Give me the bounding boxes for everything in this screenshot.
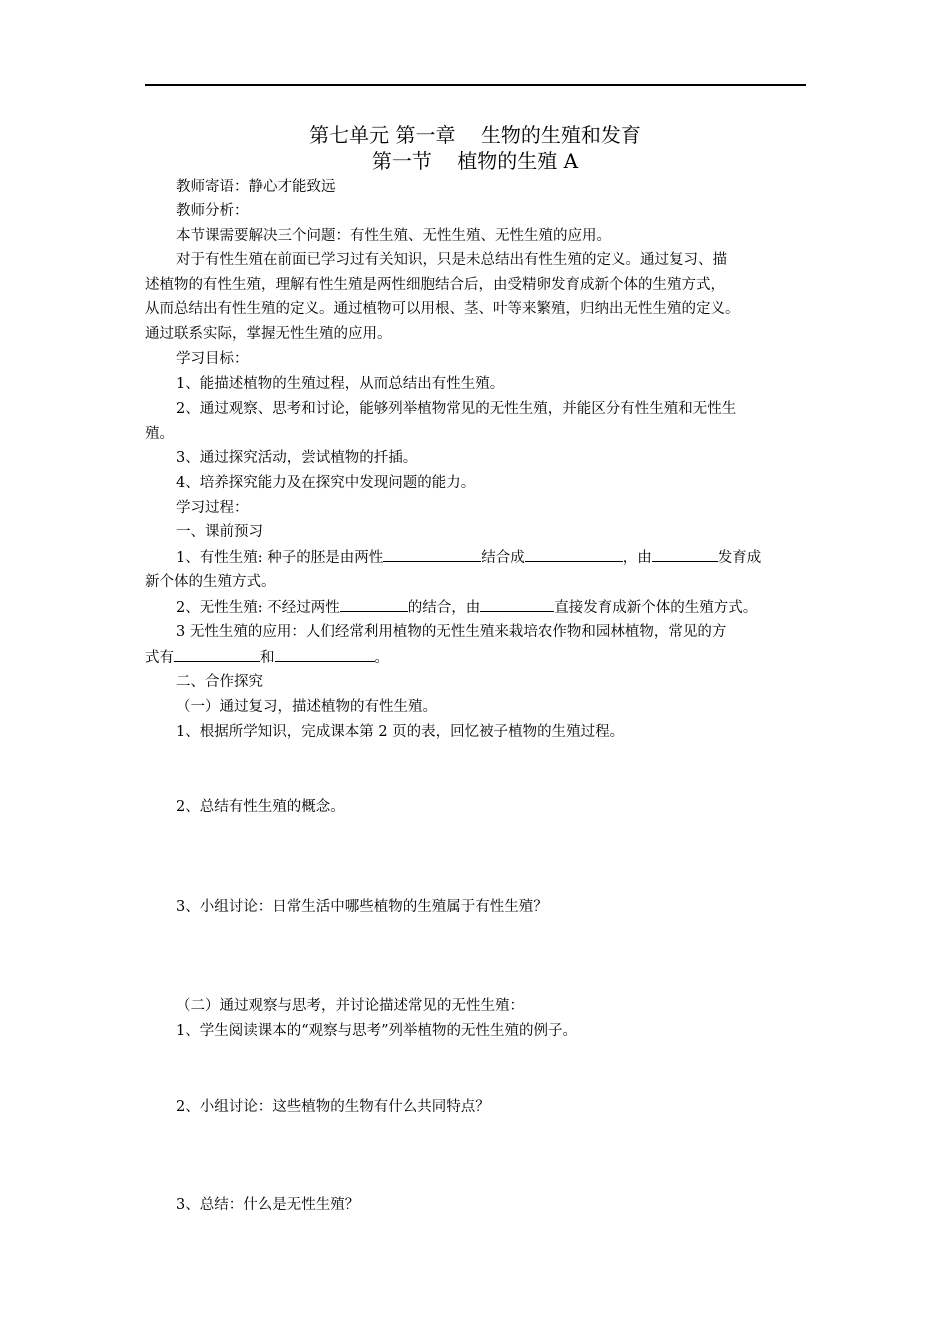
- fill-blank[interactable]: [340, 596, 408, 612]
- part2-question: 2、小组讨论：这些植物的生物有什么共同特点？: [176, 1099, 490, 1115]
- part2-heading: （二）通过观察与思考，并讨论描述常见的无性生殖：: [176, 998, 524, 1014]
- preview-item-1: 1、有性生殖: 种子的胚是由两性 结合成 ，由 发育成: [176, 546, 761, 569]
- goals-heading: 学习目标：: [176, 351, 249, 367]
- preview-item-3-continued: 式有 和 。: [145, 646, 389, 669]
- section-title: 第一节 植物的生殖 A: [371, 149, 579, 173]
- analysis-line: 从而总结出有性生殖的定义。通过植物可以用根、茎、叶等来繁殖，归纳出无性生殖的定义。: [145, 301, 740, 317]
- part1-heading: （一）通过复习，描述植物的有性生殖。: [176, 699, 437, 715]
- fill-blank[interactable]: [174, 646, 260, 662]
- goal-item: 2、通过观察、思考和讨论，能够列举植物常见的无性生殖，并能区分有性生殖和无性生: [176, 401, 737, 417]
- analysis-line: 述植物的有性生殖，理解有性生殖是两性细胞结合后，由受精卵发育成新个体的生殖方式，: [145, 277, 725, 293]
- header-rule: [145, 84, 806, 86]
- fill-blank[interactable]: [275, 646, 375, 662]
- fill-blank[interactable]: [525, 546, 623, 562]
- preview-item-3: 3 无性生殖的应用：人们经常利用植物的无性生殖来栽培农作物和园林植物，常见的方: [176, 624, 727, 640]
- part1-question: 3、小组讨论：日常生活中哪些植物的生殖属于有性生殖？: [176, 899, 548, 915]
- goal-item: 3、通过探究活动，尝试植物的扦插。: [176, 450, 418, 466]
- preview-item-1-continued: 新个体的生殖方式。: [145, 574, 276, 590]
- teacher-motto: 教师寄语：静心才能致远: [176, 179, 336, 195]
- part2-question: 1、学生阅读课本的“观察与思考”列举植物的无性生殖的例子。: [176, 1023, 578, 1039]
- analysis-intro: 本节课需要解决三个问题：有性生殖、无性生殖、无性生殖的应用。: [176, 228, 611, 244]
- fill-blank[interactable]: [652, 546, 718, 562]
- goal-item: 1、能描述植物的生殖过程，从而总结出有性生殖。: [176, 376, 505, 392]
- part1-question: 2、总结有性生殖的概念。: [176, 799, 345, 815]
- part1-question: 1、根据所学知识，完成课本第 2 页的表，回忆被子植物的生殖过程。: [176, 724, 625, 740]
- analysis-heading: 教师分析：: [176, 203, 249, 219]
- preview-item-2: 2、无性生殖: 不经过两性 的结合，由 直接发育成新个体的生殖方式。: [176, 596, 757, 619]
- part2-question: 3、总结：什么是无性生殖？: [176, 1197, 360, 1213]
- fill-blank[interactable]: [480, 596, 554, 612]
- preview-heading: 一、课前预习: [176, 524, 263, 540]
- fill-blank[interactable]: [383, 546, 481, 562]
- page-title: 第七单元 第一章 生物的生殖和发育: [309, 123, 641, 147]
- analysis-line: 对于有性生殖在前面已学习过有关知识，只是未总结出有性生殖的定义。通过复习、描: [176, 252, 727, 268]
- process-heading: 学习过程：: [176, 500, 249, 516]
- coop-heading: 二、合作探究: [176, 674, 263, 690]
- goal-item: 4、培养探究能力及在探究中发现问题的能力。: [176, 475, 476, 491]
- analysis-line: 通过联系实际，掌握无性生殖的应用。: [145, 326, 392, 342]
- goal-item-continued: 殖。: [145, 426, 174, 442]
